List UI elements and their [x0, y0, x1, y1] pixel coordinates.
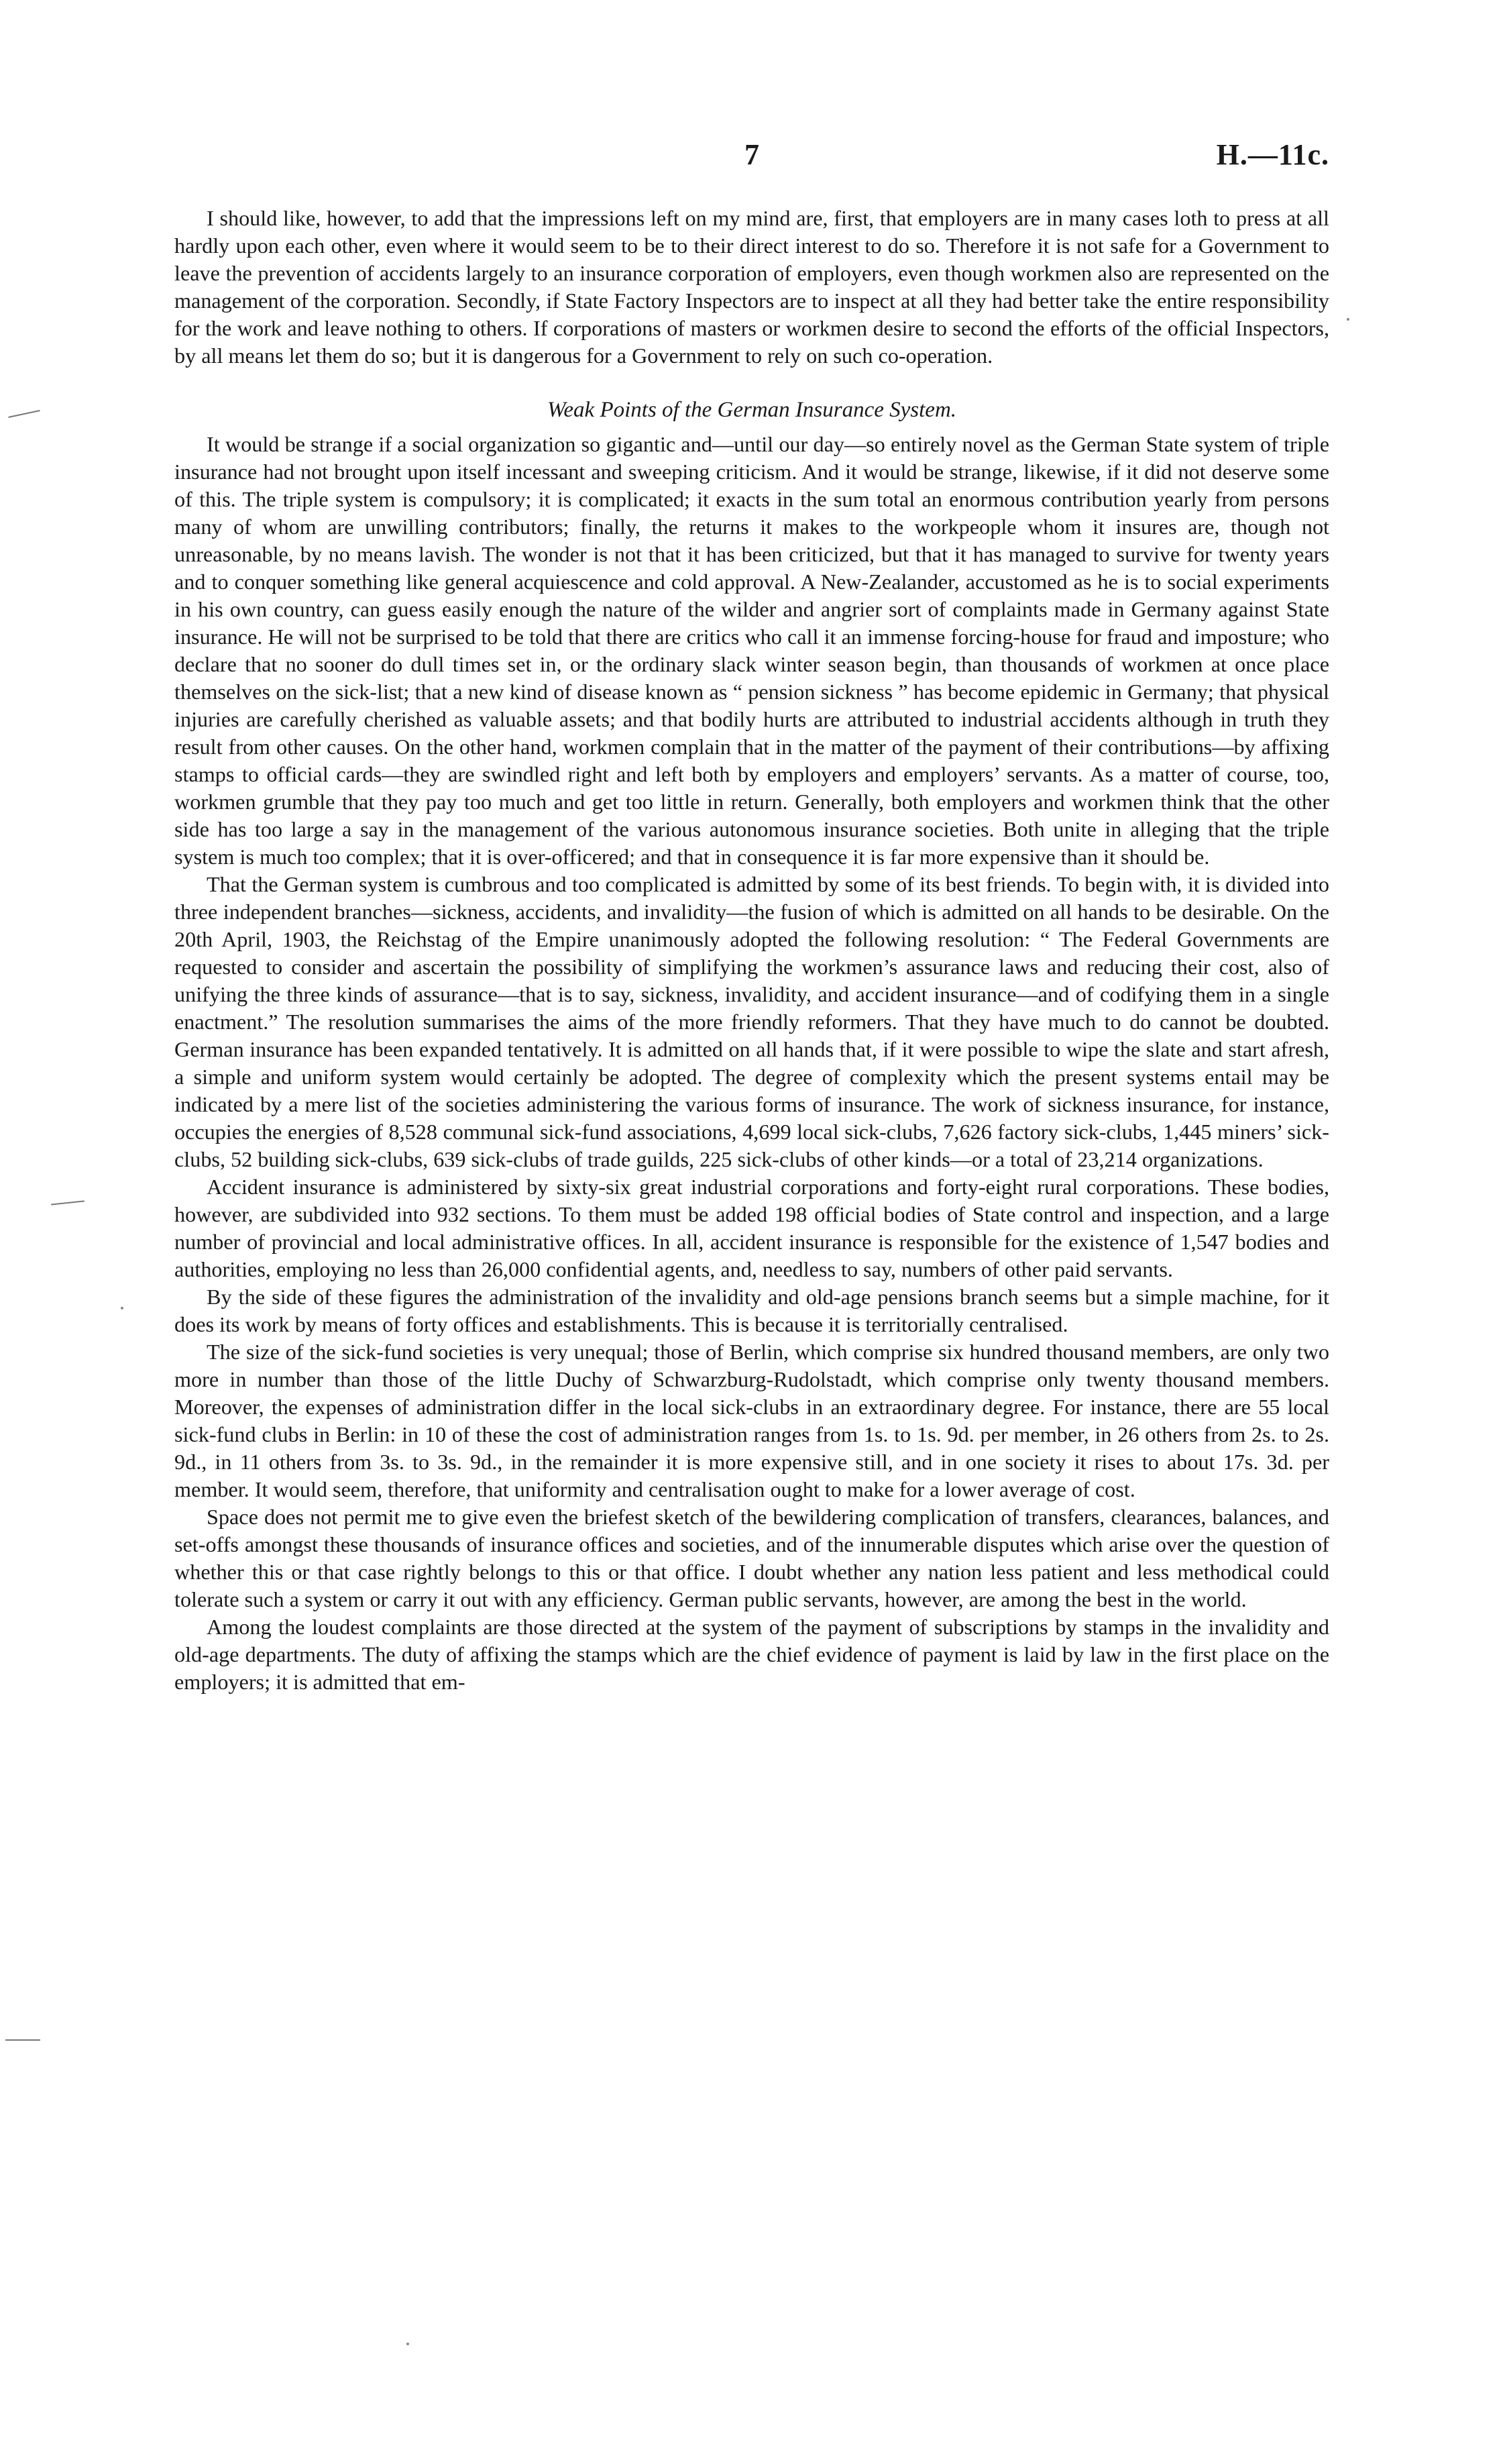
page-header [174, 138, 1329, 178]
margin-scan-mark [8, 410, 40, 418]
paragraph: I should like, however, to add that the impressions left on my mind are, first, that employers are in many cases loth to press at all hardly upon each other, even where it would seem to be to their direct interest to do so. Therefore it is not safe for a Government to leave the prevention of accidents largely to an insurance corporation of employers, even though workmen also are represented on the management of the corporation. Secondly, if State Factory Inspectors are to inspect at all they had better take the entire responsibility for the work and leave nothing to others. If corporations of masters or workmen desire to second the efforts of the official Inspectors, by all means let them do so; but it is dangerous for a Government to rely on such co-operation. [174, 206, 1329, 368]
paragraph: Among the loudest complaints are those directed at the system of the payment of subscriptions by stamps in the invalidity and old-age departments. The duty of affixing the stamps which are the chief evidence of payment is laid by law in the first place on the employers; it is admitted that em- [174, 1615, 1329, 1694]
margin-scan-dot [406, 2343, 409, 2345]
paragraph: The size of the sick-fund societies is very unequal; those of Berlin, which comprise six hundred thousand members, are only two more in number than those of the little Duchy of Schwarzburg-Rudolstadt, which comprise only twenty thousand members. Moreover, the expenses of administration differ in the local sick-clubs in an extraordinary degree. For instance, there are 55 local sick-fund clubs in Berlin: in 10 of these the cost of administration ranges from 1s. to 1s. 9d. per member, in 26 others from 2s. to 2s. 9d., in 11 others from 3s. to 3s. 9d., in the remainder it is more expensive still, and in one society it rises to about 17s. 3d. per member. It would seem, therefore, that uniformity and centralisation ought to make for a lower average of cost. [174, 1340, 1329, 1501]
page-number: 7 [744, 138, 759, 171]
paragraph: That the German system is cumbrous and too complicated is admitted by some of its best friends. To begin with, it is divided into three independent branches—sickness, accidents, and invalidity—the fusion of which is admitted on all hands to be desirable. On the 20th April, 1903, the Reichstag of the Empire unanimously adopted the following resolution: “ The Federal Governments are requested to consider and ascertain the possibility of simplifying the workmen’s assurance laws and reducing their cost, also of unifying the three kinds of assurance—that is to say, sickness, invalidity, and accident insurance—and of codifying them in a single enactment.” The resolution summarises the aims of the more friendly reformers. That they have much to do cannot be doubted. German insurance has been expanded tentatively. It is admitted on all hands that, if it were possible to wipe the slate and start afresh, a simple and uniform system would certainly be adopted. The degree of complexity which the present systems entail may be indicated by a mere list of the societies administering the various forms of insurance. The work of sickness insurance, for instance, occupies the energies of 8,528 communal sick-fund associations, 4,699 local sick-clubs, 7,626 factory sick-clubs, 1,445 miners’ sick-clubs, 52 building sick-clubs, 639 sick-clubs of trade guilds, 225 sick-clubs of other kinds—or a total of 23,214 organizations. [174, 872, 1329, 1171]
margin-scan-mark [5, 2039, 40, 2041]
paragraph: Space does not permit me to give even the briefest sketch of the bewildering complication of transfers, clearances, balances, and set-offs amongst these thousands of insurance offices and societies, and of the innumerable disputes which arise over the question of whether this or that case rightly belongs to this or that office. I doubt whether any nation less patient and less methodical could tolerate such a system or carry it out with any efficiency. German public servants, however, are among the best in the world. [174, 1505, 1329, 1611]
document-reference: H.—11c. [1216, 138, 1329, 171]
margin-scan-dot [121, 1307, 123, 1309]
paragraph: Accident insurance is administered by sixty-six great industrial corporations and forty-eight rural corporations. These bodies, however, are subdivided into 932 sections. To them must be added 198 official bodies of State control and inspection, and a large number of provincial and local administrative offices. In all, accident insurance is responsible for the existence of 1,547 bodies and authorities, employing no less than 26,000 confidential agents, and, needless to say, numbers of other paid servants. [174, 1175, 1329, 1281]
body-text [174, 205, 1329, 1696]
margin-scan-mark [51, 1200, 85, 1205]
paragraph: It would be strange if a social organization so gigantic and—until our day—so entirely novel as the German State system of triple insurance had not brought upon itself incessant and sweeping criticism. And it would be strange, likewise, if it did not deserve some of this. The triple system is compulsory; it is complicated; it exacts in the sum total an enormous contribution yearly from persons many of whom are unwilling contributors; finally, the returns it makes to the workpeople whom it insures are, though not unreasonable, by no means lavish. The wonder is not that it has been criticized, but that it has managed to survive for twenty years and to conquer something like general acquiescence and cold approval. A New-Zealander, accustomed as he is to social experiments in his own country, can guess easily enough the nature of the wilder and angrier sort of complaints made in Germany against State insurance. He will not be surprised to be told that there are critics who call it an immense forcing-house for fraud and imposture; who declare that no sooner do dull times set in, or the ordinary slack winter season begin, than thousands of workmen at once place themselves on the sick-list; that a new kind of disease known as “ pension sickness ” has become epidemic in Germany; that physical injuries are carefully cherished as valuable assets; and that bodily hurts are attributed to industrial accidents although in truth they result from other causes. On the other hand, workmen complain that in the matter of the payment of their contributions—by affixing stamps to official cards—they are swindled right and left both by employers and employers’ servants. As a matter of course, too, workmen grumble that they pay too much and get too little in return. Generally, both employers and workmen think that the other side has too large a say in the management of the various autonomous insurance societies. Both unite in alleging that the triple system is much too complex; that it is over-officered; and that in consequence it is far more expensive than it should be. [174, 432, 1329, 869]
margin-scan-dot [1347, 318, 1349, 321]
paragraph: By the side of these figures the administration of the invalidity and old-age pensions branch seems but a simple machine, for it does its work by means of forty offices and establishments. This is because it is territorially centralised. [174, 1285, 1329, 1336]
section-heading: Weak Points of the German Insurance System. [547, 398, 957, 422]
